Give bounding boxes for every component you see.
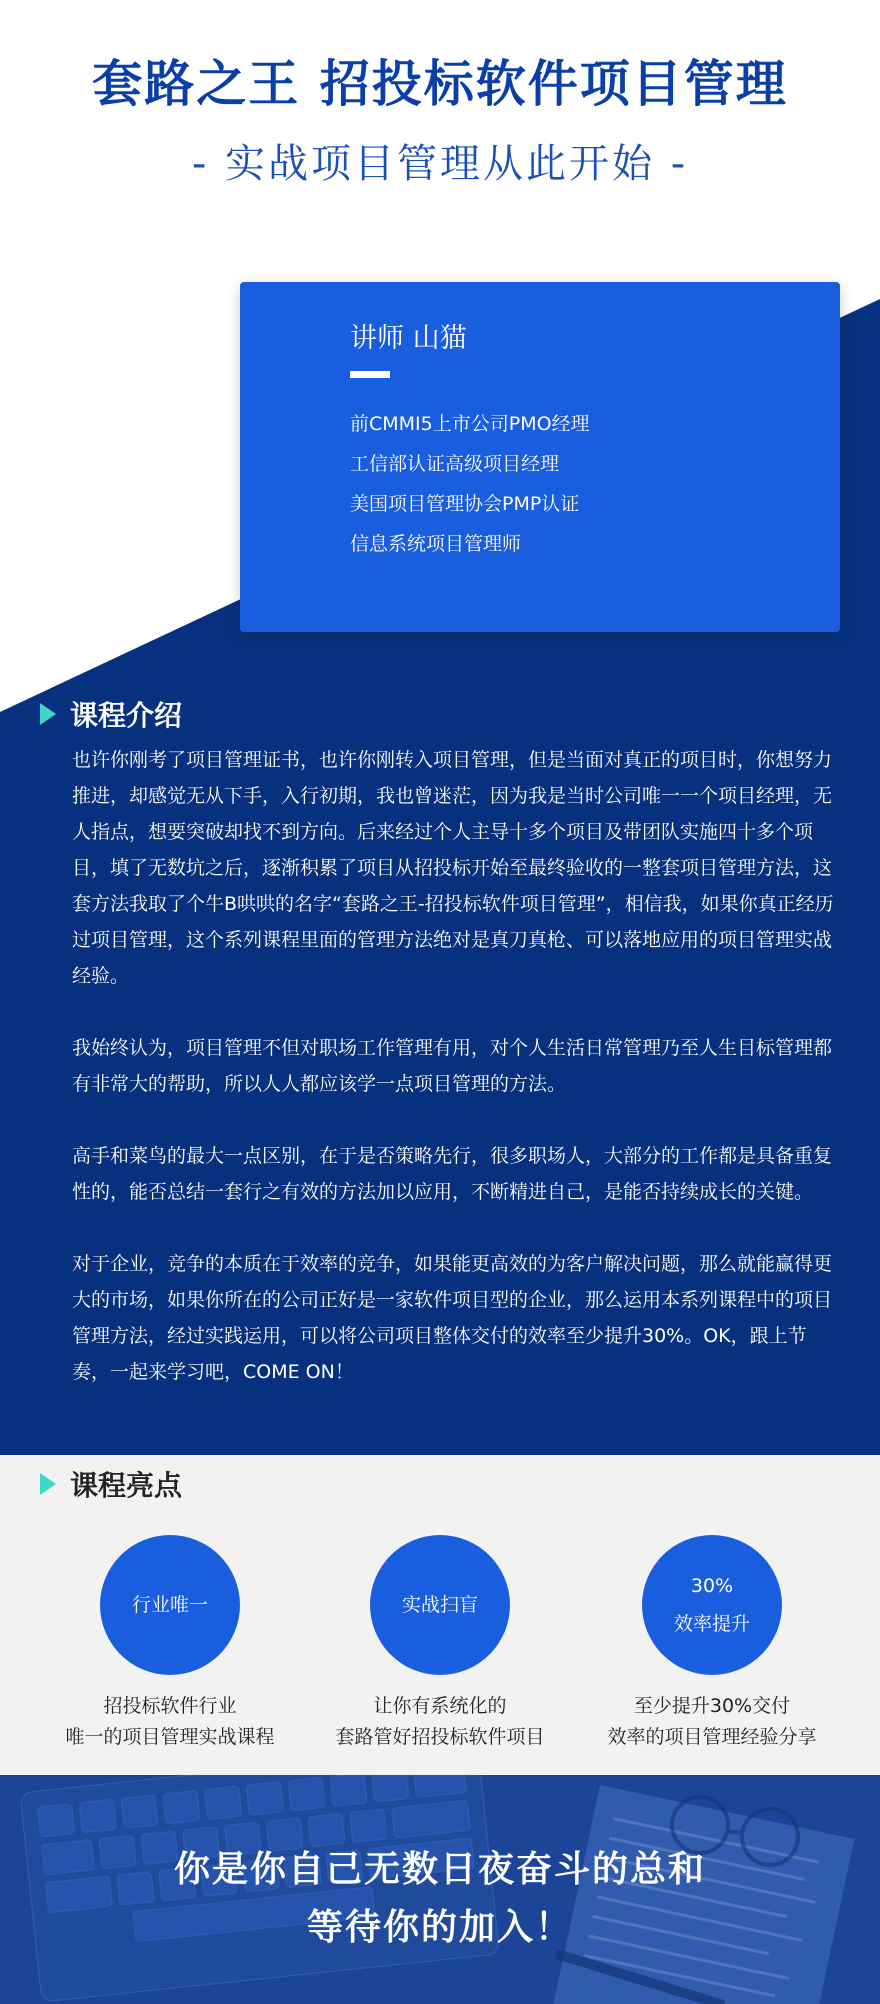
highlight-circle — [642, 1535, 782, 1675]
highlight-circle-label: 实战扫盲 — [401, 1594, 478, 1616]
page-subtitle: - 实战项目管理从此开始 - — [191, 141, 689, 187]
highlight-circle-sublabel: 效率提升 — [673, 1613, 750, 1635]
credential-item: 前CMMI5上市公司PMO经理 — [350, 413, 590, 435]
highlight-item — [30, 1535, 310, 1753]
highlight-circle-label: 行业唯一 — [131, 1594, 208, 1616]
highlight-desc-line: 唯一的项目管理实战课程 — [65, 1726, 275, 1748]
intro-paragraph: 高手和菜鸟的最大一点区别，在于是否策略先行，很多职场人，大部分的工作都是具备重复性的，能否总结一套行之有效的方法加以应用，不断精进自己，是能否持续成长的关键。 — [72, 1145, 833, 1203]
play-triangle-icon — [40, 703, 56, 725]
highlight-item — [572, 1535, 852, 1753]
highlight-circle — [370, 1535, 510, 1675]
instructor-name: 讲师 山猫 — [350, 323, 467, 354]
intro-paragraph: 我始终认为，项目管理不但对职场工作管理有用，对个人生活日常管理乃至人生目标管理都有非常大的帮助，所以人人都应该学一点项目管理的方法。 — [72, 1037, 833, 1095]
highlight-desc-line: 效率的项目管理经验分享 — [607, 1726, 817, 1748]
banner-line-2: 等待你的加入！ — [306, 1907, 573, 1948]
highlight-description — [572, 1691, 852, 1753]
intro-heading-label: 课程介绍 — [70, 699, 183, 732]
page-title: 套路之王 招投标软件项目管理 — [92, 55, 788, 113]
banner-line-1: 你是你自己无数日夜奋斗的总和 — [173, 1849, 706, 1890]
highlights-heading-label: 课程亮点 — [70, 1469, 183, 1502]
highlight-circle-label: 30% — [690, 1575, 734, 1597]
instructor-credentials — [350, 404, 590, 564]
highlight-desc-line: 至少提升30%交付 — [633, 1695, 791, 1717]
intro-paragraph: 也许你刚考了项目管理证书，也许你刚转入项目管理，但是当面对真正的项目时，你想努力推进，却感觉无从下手，入行初期，我也曾迷茫，因为我是当时公司唯一一个项目经理，无人指点，想要突破却找不到方向。后来经过个人主导十多个项目及带团队实施四十多个项目，填了无数坑之后，逐渐积累了项目从招投标开始至最终验收的一整套项目管理方法，这套方法我取了个牛B哄哄的名字“套路之王-招投标软件项目管理”，相信我，如果你真正经历过项目管理，这个系列课程里面的管理方法绝对是真刀真枪、可以落地应用的项目管理实战经验。 — [72, 749, 834, 987]
highlight-desc-line: 让你有系统化的 — [373, 1695, 507, 1717]
credential-item: 美国项目管理协会PMP认证 — [350, 493, 580, 515]
intro-paragraph: 对于企业，竞争的本质在于效率的竞争，如果能更高效的为客户解决问题，那么就能赢得更大的市场，如果你所在的公司正好是一家软件项目型的企业，那么运用本系列课程中的项目管理方法，经过实践运用，可以将公司项目整体交付的效率至少提升30%。OK，跟上节奏，一起来学习吧，COME ON！ — [72, 1253, 833, 1383]
highlight-description — [300, 1691, 580, 1753]
highlight-circle — [100, 1535, 240, 1675]
intro-section-heading — [40, 694, 182, 734]
highlight-description — [30, 1691, 310, 1753]
credential-item: 信息系统项目管理师 — [350, 533, 522, 555]
intro-body — [72, 742, 834, 1426]
instructor-divider — [350, 371, 390, 378]
closing-banner — [0, 1775, 880, 2004]
highlight-desc-line: 招投标软件行业 — [103, 1695, 237, 1717]
instructor-card — [240, 282, 840, 632]
highlight-desc-line: 套路管好招投标软件项目 — [335, 1726, 545, 1748]
highlights-section-heading — [40, 1464, 182, 1504]
highlight-item — [300, 1535, 580, 1753]
credential-item: 工信部认证高级项目经理 — [350, 453, 560, 475]
play-triangle-icon — [40, 1473, 56, 1495]
